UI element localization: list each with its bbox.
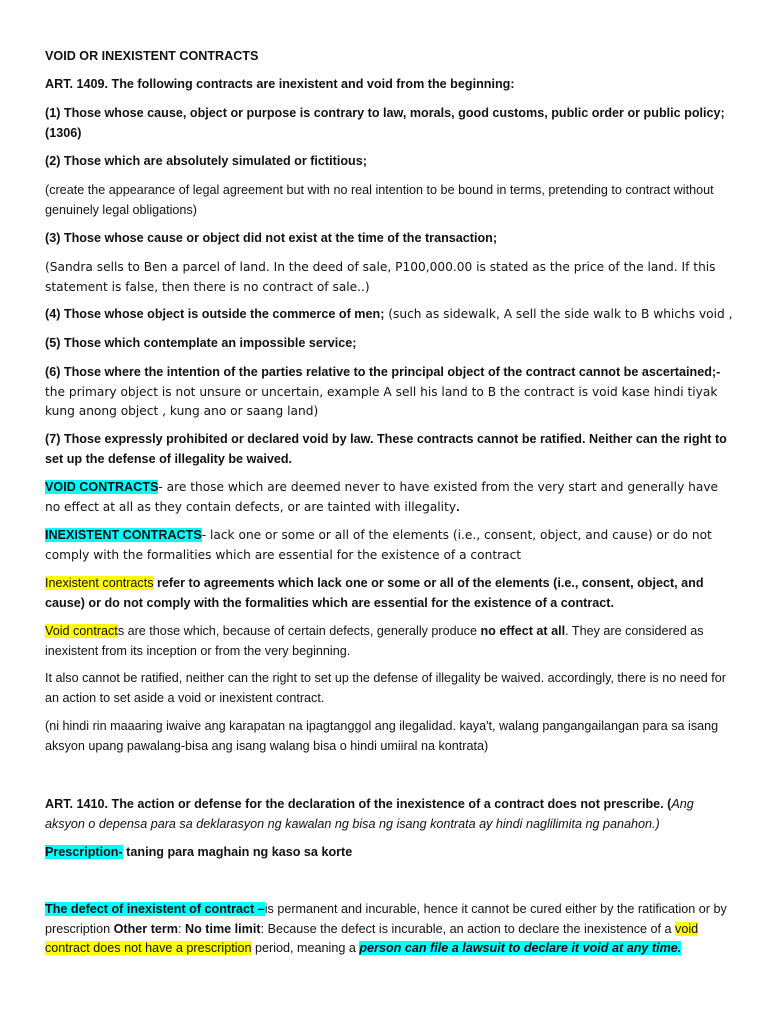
- ratification-paragraph: It also cannot be ratified, neither can the right to set up the defense of illegality be waived. accordingly, there is no need for an action to set aside a void or inexistent contract.: [45, 671, 726, 705]
- void-contracts-explanation: Void contracts are those which, because of certain defects, generally produce no effect at all. They are considered as inexistent from its inception or from the very beginning.: [45, 624, 704, 658]
- item-5: (5) Those which contemplate an impossible service;: [45, 336, 357, 350]
- defect-paragraph: The defect of inexistent of contract –is permanent and incurable, hence it cannot be cured either by the ratification or by prescription Other term: No time limit: Because the defect is incurable, an action to declare the inexistence of a void contract does not have a prescription period, meaning a person can file a lawsuit to declare it void at any time.: [45, 902, 727, 955]
- item-3-note: (Sandra sells to Ben a parcel of land. In the deed of sale, P100,000.00 is stated as the price of the land. If this statement is false, then there is no contract of sale..): [45, 260, 716, 294]
- item-7: (7) Those expressly prohibited or declared void by law. These contracts cannot be ratified. Neither can the right to set up the defense of illegality be waived.: [45, 432, 727, 466]
- item-4: (4) Those whose object is outside the commerce of men; (such as sidewalk, A sell the side walk to B whichs void ,: [45, 307, 733, 321]
- item-2: (2) Those which are absolutely simulated or fictitious;: [45, 154, 367, 168]
- inexistent-contracts-highlight: Inexistent contracts: [45, 576, 154, 590]
- lawsuit-highlight: person can file a lawsuit to declare it void at any time.: [359, 941, 682, 955]
- prescription-term: Prescription-: [45, 845, 123, 859]
- void-contracts-term: VOID CONTRACTS: [45, 480, 159, 494]
- tagalog-paragraph: (ni hindi rin maaaring iwaive ang karapatan na ipagtanggol ang ilegalidad. kaya't, walang pangangailangan para sa isang aksyon upang pawalang-bisa ang isang walang bisa o hindi umiiral na kontrata): [45, 719, 719, 753]
- inexistent-contracts-term: INEXISTENT CONTRACTS: [45, 528, 202, 542]
- inexistent-contracts-definition: INEXISTENT CONTRACTS- lack one or some or all of the elements (i.e., consent, object, and cause) or do not comply with the formalities which are essential for the existence of a contract: [45, 528, 712, 562]
- void-prescription-highlight: void contract does not have a prescription: [45, 921, 699, 955]
- item-3: (3) Those whose cause or object did not exist at the time of the transaction;: [45, 231, 498, 245]
- void-contract-highlight: Void contract: [45, 624, 118, 638]
- art-1410: ART. 1410. The action or defense for the declaration of the inexistence of a contract does not prescribe. (Ang aksyon o depensa para sa deklarasyon ng kawalan ng bisa ng isang kontrata ay hindi naglilimita ng panahon.): [45, 797, 694, 831]
- item-6: (6) Those where the intention of the parties relative to the principal object of the contract cannot be ascertained;- the primary object is not unsure or uncertain, example A sell his land to B the contract is void kase hindi tiyak kung anong object , kung ano or saang land): [45, 365, 721, 418]
- defect-term: The defect of inexistent of contract –: [45, 902, 265, 916]
- inexistent-contracts-explanation: Inexistent contracts refer to agreements which lack one or some or all of the elements (i.e., consent, object, and cause) or do not comply with the formalities which are essential for the existence of a contract.: [45, 576, 704, 610]
- item-1: (1) Those whose cause, object or purpose is contrary to law, morals, good customs, public order or public policy; (1306): [45, 106, 725, 140]
- prescription-definition: Prescription- taning para maghain ng kaso sa korte: [45, 845, 353, 859]
- doc-title: VOID OR INEXISTENT CONTRACTS: [45, 49, 259, 63]
- void-contracts-definition: VOID CONTRACTS- are those which are deemed never to have existed from the very start and generally have no effect at all as they contain defects, or are tainted with illegality.: [45, 480, 719, 514]
- item-2-note: (create the appearance of legal agreement but with no real intention to be bound in terms, pretending to contract without genuinely legal obligations): [45, 183, 714, 217]
- art-1409-heading: ART. 1409. The following contracts are inexistent and void from the beginning:: [45, 77, 515, 91]
